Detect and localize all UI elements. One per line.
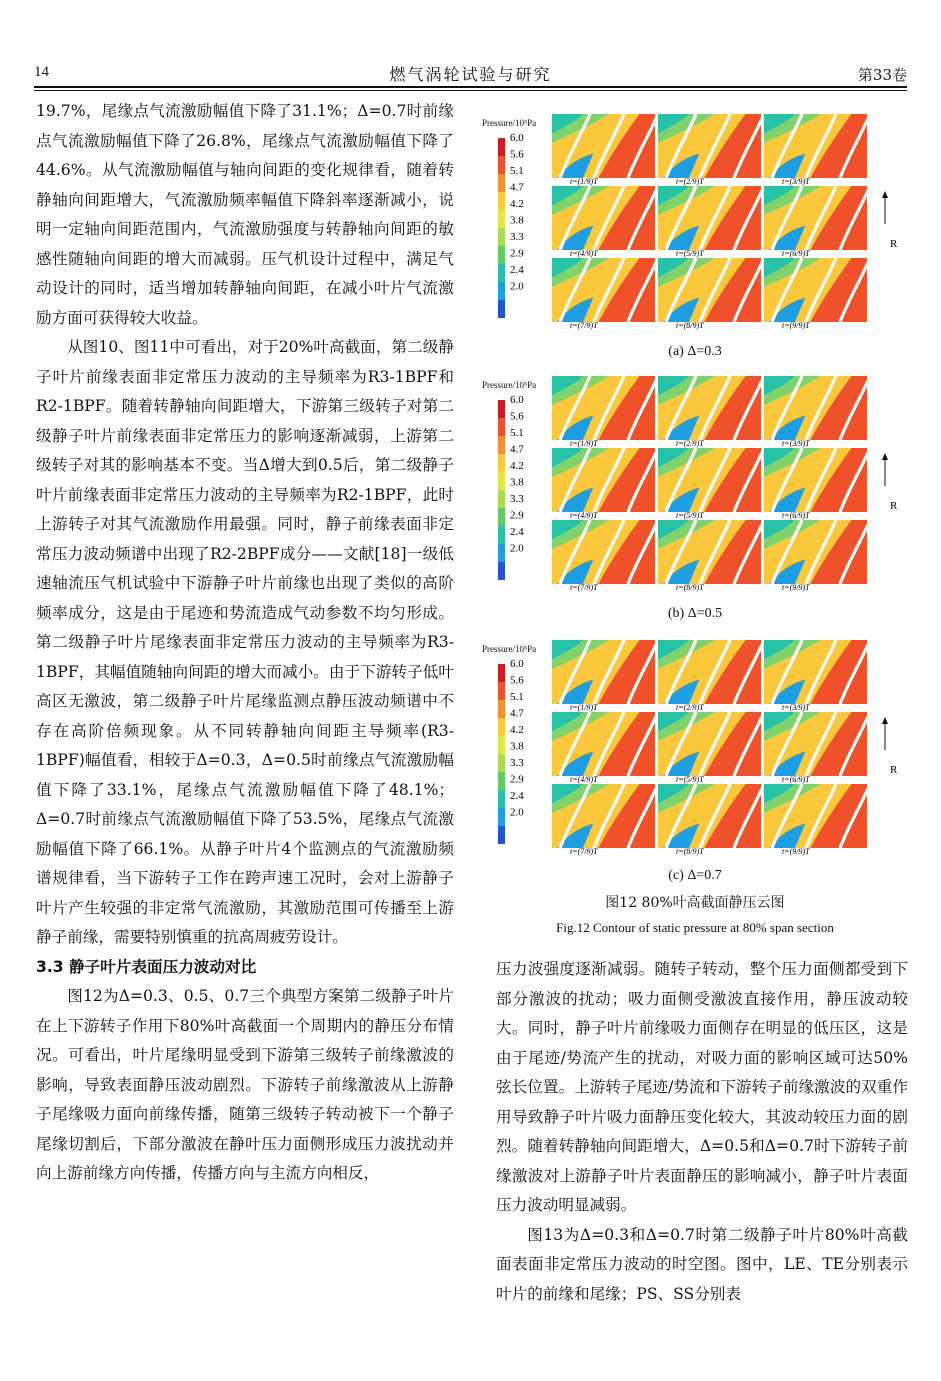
legend-swatch — [498, 400, 505, 418]
time-label: t=(9/9)T — [782, 583, 810, 592]
figure-12 — [480, 102, 910, 952]
contour-frame — [764, 114, 870, 178]
contour-frame — [552, 376, 658, 440]
header-rule-thick — [34, 86, 907, 88]
time-label: t=(6/9)T — [782, 511, 810, 520]
legend-value: 4.2 — [510, 460, 524, 472]
legend-value: 2.4 — [510, 264, 524, 276]
legend-swatch — [498, 156, 505, 174]
paragraph: 19.7%，尾缘点气流激励幅值下降了31.1%；Δ=0.7时前缘点气流激励幅值下降了26.8%，尾缘点气流激励幅值下降了44.6%。从气流激励幅值与轴向间距的变化规律看，随着转静轴向间距增大，气流激励频率幅值下降斜率逐渐减小，说明一定轴向间距范围内，气流激励强度与转静轴向间距的敏感性随轴向间距的增大而减弱。压气机设计过程中，满足气动设计的同时，适当增加转静轴向间距，在减小叶片气流激励方面可获得较大收益。 — [36, 102, 454, 327]
legend-value: 5.1 — [510, 691, 524, 703]
right-column — [496, 955, 908, 1309]
legend-title: Pressure/10⁵Pa — [482, 380, 537, 390]
legend-value: 4.7 — [510, 707, 524, 720]
legend-swatch — [498, 282, 505, 300]
direction-label: R — [890, 500, 898, 512]
contour-panel — [480, 364, 910, 600]
time-label: t=(1/9)T — [570, 439, 598, 448]
legend-swatch — [498, 264, 505, 282]
legend-value: 6.0 — [510, 658, 524, 670]
journal-title: 燃气涡轮试验与研究 — [389, 65, 552, 84]
legend-swatch — [498, 300, 505, 318]
legend-value: 3.8 — [510, 476, 524, 489]
legend-swatch — [498, 790, 505, 808]
time-label: t=(6/9)T — [782, 249, 810, 258]
legend-swatch — [498, 472, 505, 490]
legend-value: 4.7 — [510, 181, 524, 194]
page-number: 14 — [34, 64, 49, 80]
figure-caption-en: Fig.12 Contour of static pressure at 80% span section — [556, 920, 834, 935]
contour-panel — [480, 102, 910, 338]
legend-value: 4.2 — [510, 198, 524, 210]
legend-value: 5.1 — [510, 427, 524, 439]
legend-swatch — [498, 544, 505, 562]
contour-frame — [552, 448, 658, 512]
contour-frame — [658, 448, 764, 512]
legend-value: 3.3 — [510, 231, 524, 243]
running-header — [34, 60, 907, 86]
legend-value: 2.4 — [510, 790, 524, 802]
time-label: t=(5/9)T — [676, 249, 704, 258]
contour-frame — [552, 258, 658, 322]
legend-value: 6.0 — [510, 394, 524, 406]
legend-swatch — [498, 664, 505, 682]
legend-value: 3.3 — [510, 493, 524, 505]
legend-value: 2.0 — [510, 542, 524, 555]
direction-label: R — [890, 238, 898, 250]
legend-value: 3.8 — [510, 214, 524, 227]
legend-value: 2.0 — [510, 280, 524, 293]
legend-value: 3.8 — [510, 740, 524, 753]
legend-swatch — [498, 454, 505, 472]
contour-frame — [658, 640, 764, 704]
time-label: t=(9/9)T — [782, 847, 810, 856]
header-rule-thin — [34, 90, 907, 91]
time-label: t=(2/9)T — [676, 439, 704, 448]
time-label: t=(8/9)T — [676, 321, 704, 330]
time-label: t=(8/9)T — [676, 583, 704, 592]
legend-value: 2.0 — [510, 806, 524, 819]
contour-frame — [658, 114, 764, 178]
figure-caption-cn: 图12 80%叶高截面静压云图 — [605, 895, 785, 911]
contour-frame — [764, 520, 870, 584]
contour-frame — [552, 186, 658, 250]
legend-swatch — [498, 754, 505, 772]
time-label: t=(4/9)T — [570, 775, 598, 784]
time-label: t=(3/9)T — [782, 177, 810, 186]
legend-swatch — [498, 682, 505, 700]
time-label: t=(5/9)T — [676, 775, 704, 784]
contour-frame — [658, 376, 764, 440]
contour-frame — [764, 258, 870, 322]
time-label: t=(4/9)T — [570, 511, 598, 520]
legend-swatch — [498, 210, 505, 228]
contour-frame — [764, 712, 870, 776]
legend-swatch — [498, 826, 505, 844]
contour-panel — [480, 628, 910, 864]
time-label: t=(5/9)T — [676, 511, 704, 520]
legend-value: 3.3 — [510, 757, 524, 769]
paragraph: 图13为Δ=0.3和Δ=0.7时第二级静子叶片80%叶高截面表面非定常压力波动的时空图。图中，LE、TE分别表示叶片的前缘和尾缘；PS、SS分别表 — [496, 1225, 908, 1303]
paragraph: 图12为Δ=0.3、0.5、0.7三个典型方案第二级静子叶片在上下游转子作用下80%叶高截面一个周期内的静压分布情况。可看出，叶片尾缘明显受到下游第三级转子前缘激波的影响，导致表面静压波动剧烈。下游转子前缘激波从上游静子尾缘吸力面向前缘传播，随第三级转子转动被下一个静子尾缘切割后，下部分激波在静叶压力面侧形成压力波扰动并向上游前缘方向传播，传播方向与主流方向相反， — [36, 987, 454, 1182]
time-label: t=(1/9)T — [570, 703, 598, 712]
legend-value: 4.7 — [510, 443, 524, 456]
time-label: t=(4/9)T — [570, 249, 598, 258]
legend-value: 5.6 — [510, 410, 524, 423]
time-label: t=(7/9)T — [570, 583, 598, 592]
left-column — [36, 97, 454, 1189]
paragraph: 压力波强度逐渐减弱。随转子转动，整个压力面侧都受到下部分激波的扰动；吸力面侧受激波直接作用，静压波动较大。同时，静子叶片前缘吸力面侧存在明显的低压区，这是由于尾迹/势流产生的扰动，对吸力面的影响区域可达50%弦长位置。上游转子尾迹/势流和下游转子前缘激波的双重作用导致静子叶片吸力面静压变化较大，其波动较压力面的剧烈。随着转静轴向间距增大，Δ=0.5和Δ=0.7时下游转子前缘激波对上游静子叶片表面静压的影响减小，静子叶片表面压力波动明显减弱。 — [496, 960, 908, 1214]
section-heading: 3.3 静子叶片表面压力波动对比 — [36, 957, 257, 976]
contour-frame — [764, 186, 870, 250]
time-label: t=(7/9)T — [570, 847, 598, 856]
legend-swatch — [498, 138, 505, 156]
legend-swatch — [498, 562, 505, 580]
subfigure-label: (b) Δ=0.5 — [667, 606, 723, 621]
legend-title: Pressure/10⁵Pa — [482, 644, 537, 654]
contour-frame — [658, 784, 764, 848]
legend-swatch — [498, 418, 505, 436]
legend-value: 2.4 — [510, 526, 524, 538]
paragraph: 从图10、图11中可看出，对于20%叶高截面，第二级静子叶片前缘表面非定常压力波动的主导频率为R3-1BPF和R2-1BPF。随着转静轴向间距增大，下游第三级转子对第二级静子叶片前缘表面非定常压力的影响逐渐减弱，上游第二级转子对其的影响基本不变。当Δ增大到0.5后，第二级静子叶片前缘表面非定常压力波动的主导频率为R2-1BPF，此时上游转子对其气流激励作用最强。同时，静子前缘表面非定常压力波动频谱中出现了R2-2BPF成分——文献[18]一级低速轴流压气机试验中下游静子叶片前缘也出现了类似的高阶频率成分，这是由于尾迹和势流造成气动参数不均匀形成。第二级静子叶片尾缘表面非定常压力波动的主导频率为R3-1BPF，其幅值随轴向间距的增大而减小。由于下游转子低叶高区无激波，第二级静子叶片尾缘监测点静压波动频谱中不存在高阶倍频现象。从不同转静轴向间距主导频率(R3-1BPF)幅值看，相较于Δ=0.3，Δ=0.5时前缘点气流激励幅值下降了33.1%，尾缘点气流激励幅值下降了48.1%；Δ=0.7时前缘点气流激励幅值下降了53.5%，尾缘点气流激励幅值下降了66.1%。从静子叶片4个监测点的气流激励频谱规律看，当下游转子工作在跨声速工况时，会对上游静子叶片产生较强的非定常气流激励，其激励范围可传播至上游静子前缘，需要特别慎重的抗高周疲劳设计。 — [36, 338, 454, 946]
contour-frame — [658, 520, 764, 584]
legend-value: 5.6 — [510, 674, 524, 687]
time-label: t=(3/9)T — [782, 439, 810, 448]
contour-frame — [552, 640, 658, 704]
time-label: t=(1/9)T — [570, 177, 598, 186]
legend-swatch — [498, 192, 505, 210]
legend-value: 6.0 — [510, 132, 524, 144]
direction-label: R — [890, 764, 898, 776]
time-label: t=(2/9)T — [676, 703, 704, 712]
contour-frame — [764, 448, 870, 512]
legend-swatch — [498, 490, 505, 508]
contour-frame — [552, 520, 658, 584]
subfigure-label: (c) Δ=0.7 — [668, 868, 722, 883]
contour-frame — [764, 640, 870, 704]
legend-value: 4.2 — [510, 724, 524, 736]
legend-value: 5.6 — [510, 148, 524, 161]
legend-swatch — [498, 526, 505, 544]
contour-frame — [658, 712, 764, 776]
legend-swatch — [498, 508, 505, 526]
legend-value: 2.9 — [510, 773, 524, 786]
time-label: t=(6/9)T — [782, 775, 810, 784]
legend-swatch — [498, 808, 505, 826]
contour-frame — [552, 712, 658, 776]
legend-swatch — [498, 228, 505, 246]
time-label: t=(7/9)T — [570, 321, 598, 330]
time-label: t=(3/9)T — [782, 703, 810, 712]
legend-value: 2.9 — [510, 509, 524, 522]
contour-frame — [552, 784, 658, 848]
contour-frame — [764, 376, 870, 440]
time-label: t=(2/9)T — [676, 177, 704, 186]
contour-frame — [552, 114, 658, 178]
volume-label: 第33卷 — [857, 66, 907, 84]
subfigure-label: (a) Δ=0.3 — [668, 344, 722, 359]
contour-frame — [658, 186, 764, 250]
legend-swatch — [498, 718, 505, 736]
legend-swatch — [498, 736, 505, 754]
legend-value: 2.9 — [510, 247, 524, 260]
legend-swatch — [498, 436, 505, 454]
legend-swatch — [498, 174, 505, 192]
legend-swatch — [498, 246, 505, 264]
contour-frame — [764, 784, 870, 848]
contour-frame — [658, 258, 764, 322]
legend-title: Pressure/10⁵Pa — [482, 118, 537, 128]
legend-swatch — [498, 700, 505, 718]
time-label: t=(8/9)T — [676, 847, 704, 856]
time-label: t=(9/9)T — [782, 321, 810, 330]
legend-value: 5.1 — [510, 165, 524, 177]
legend-swatch — [498, 772, 505, 790]
